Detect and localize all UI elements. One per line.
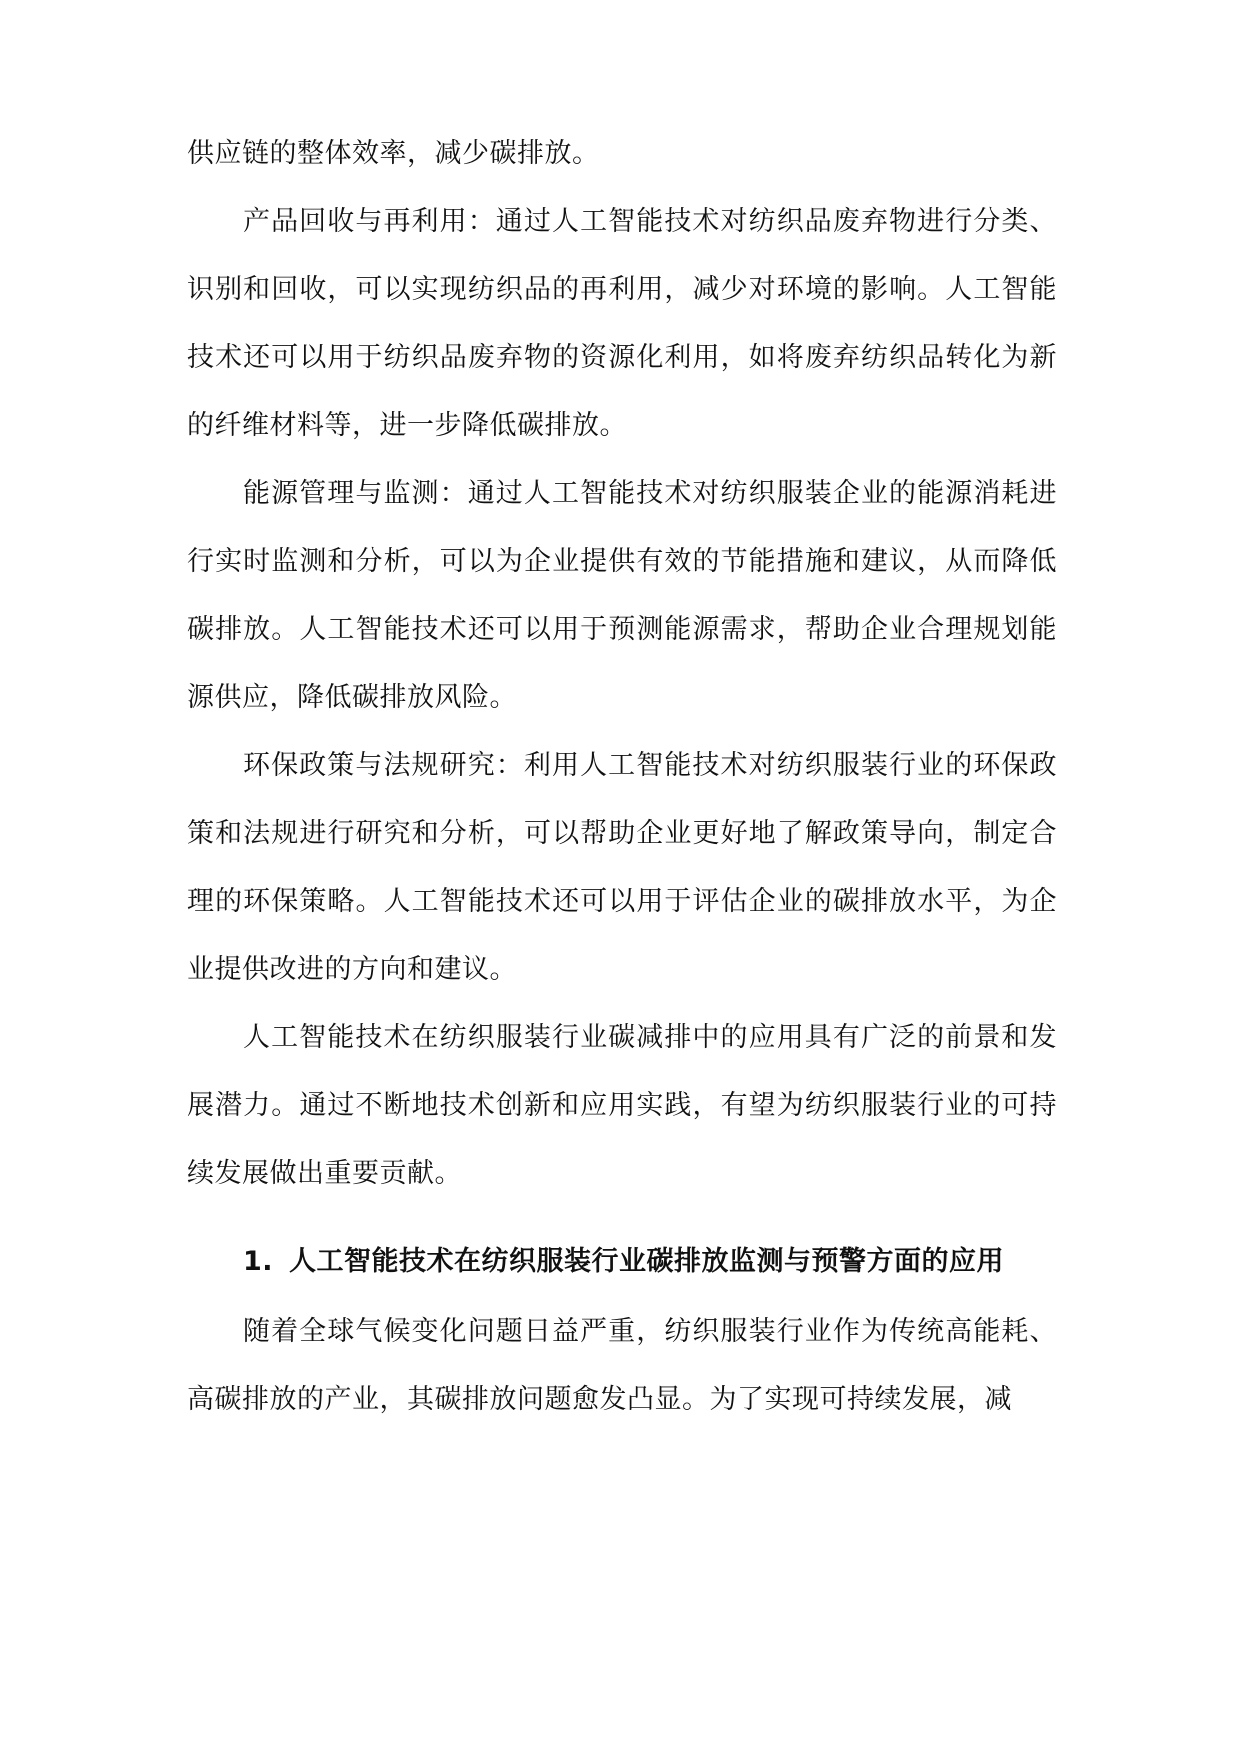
section-heading-number: 1.	[243, 1246, 274, 1277]
section-heading-title: 人工智能技术在纺织服装行业碳排放监测与预警方面的应用	[289, 1246, 1005, 1277]
paragraph-environmental-policy: 环保政策与法规研究：利用人工智能技术对纺织服装行业的环保政策和法规进行研究和分析，可以帮助企业更好地了解政策导向，制定合理的环保策略。人工智能技术还可以用于评估企业的碳排放水平，为企业提供改进的方向和建议。	[187, 750, 1057, 985]
paragraph-continuation: 供应链的整体效率，减少碳排放。	[187, 138, 600, 169]
paragraph-product-recycling: 产品回收与再利用：通过人工智能技术对纺织品废弃物进行分类、识别和回收，可以实现纺织品的再利用，减少对环境的影响。人工智能技术还可以用于纺织品废弃物的资源化利用，如将废弃纺织品转化为新的纤维材料等，进一步降低碳排放。	[187, 206, 1057, 441]
paragraph-summary: 人工智能技术在纺织服装行业碳减排中的应用具有广泛的前景和发展潜力。通过不断地技术创新和应用实践，有望为纺织服装行业的可持续发展做出重要贡献。	[187, 1022, 1057, 1189]
section-heading	[243, 1228, 1063, 1296]
paragraph-section-intro: 随着全球气候变化问题日益严重，纺织服装行业作为传统高能耗、高碳排放的产业，其碳排放问题愈发凸显。为了实现可持续发展，减	[187, 1316, 1057, 1415]
paragraph-energy-management: 能源管理与监测：通过人工智能技术对纺织服装企业的能源消耗进行实时监测和分析，可以为企业提供有效的节能措施和建议，从而降低碳排放。人工智能技术还可以用于预测能源需求，帮助企业合理规划能源供应，降低碳排放风险。	[187, 478, 1057, 713]
